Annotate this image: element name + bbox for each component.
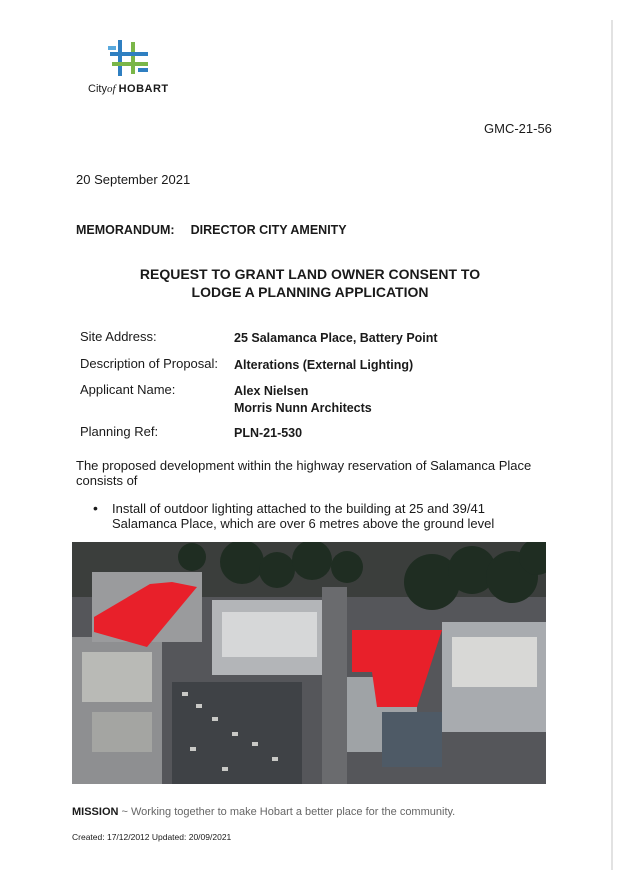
city-of-hobart-logo-icon: [108, 38, 152, 78]
bullet-icon: •: [93, 500, 98, 516]
proposal-label: Description of Proposal:: [80, 356, 219, 371]
intro-paragraph: The proposed development within the highway reservation of Salamanca Place consists of: [76, 458, 532, 488]
created-updated-dates: Created: 17/12/2012 Updated: 20/09/2021: [72, 832, 232, 842]
document-title: [60, 265, 560, 301]
memorandum-label: MEMORANDUM:: [76, 223, 175, 237]
site-address-label: Site Address:: [80, 329, 157, 344]
applicant-firm: Morris Nunn Architects: [234, 401, 372, 415]
mission-statement: [72, 806, 455, 818]
page-edge-shadow: [611, 20, 613, 870]
memorandum-recipient: DIRECTOR CITY AMENITY: [190, 223, 347, 237]
mission-label: MISSION: [72, 806, 119, 818]
logo-of: of: [106, 83, 116, 95]
mission-text: ~ Working together to make Hobart a better place for the community.: [118, 806, 456, 818]
planning-ref-label: Planning Ref:: [80, 424, 159, 439]
aerial-site-photo: [72, 542, 546, 784]
memo-date: 20 September 2021: [76, 172, 191, 187]
proposal-value: Alterations (External Lighting): [234, 358, 414, 372]
document-reference: GMC-21-56: [484, 121, 552, 136]
title-line-1: REQUEST TO GRANT LAND OWNER CONSENT TO: [139, 266, 481, 282]
applicant-label: Applicant Name:: [80, 382, 176, 397]
logo-wordmark: [88, 83, 169, 95]
logo-city: City: [88, 83, 107, 95]
bullet-text: Install of outdoor lighting attached to the building at 25 and 39/41 Salamanca Place, which are over 6 metres above the ground level: [112, 501, 495, 531]
site-address-value: 25 Salamanca Place, Battery Point: [234, 331, 438, 345]
title-line-2: LODGE A PLANNING APPLICATION: [191, 284, 429, 300]
logo-hobart: HOBART: [118, 83, 169, 95]
memorandum-line: [76, 223, 347, 237]
planning-ref-value: PLN-21-530: [234, 426, 303, 440]
applicant-value: [234, 383, 372, 417]
applicant-name: Alex Nielsen: [234, 384, 309, 398]
